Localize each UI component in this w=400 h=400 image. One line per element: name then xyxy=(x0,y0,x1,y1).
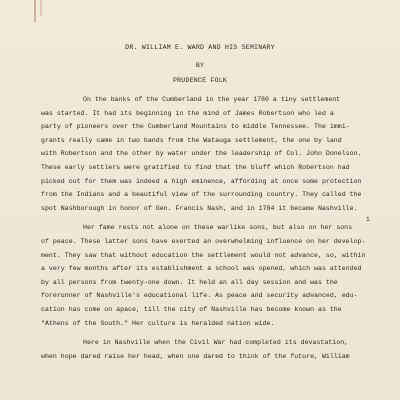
byline-by: BY xyxy=(195,62,205,69)
author-name: PRUDENCE FOLK xyxy=(172,77,228,84)
paragraph-line: cation has come on apace, till the city of Nashville has become known as the xyxy=(41,305,342,313)
document-body xyxy=(41,93,387,369)
paper-edge-mark-secondary xyxy=(40,0,42,16)
paragraph-1 xyxy=(41,93,387,215)
paragraph-line: forerunner of Nashville's educational life. As peace and security advanced, edu- xyxy=(41,292,358,300)
paragraph-line: of peace. These latter sons have exerted an overwhelming influence on her develop- xyxy=(41,237,366,245)
paragraph-line: when hope dared raise her head, when one dared to think of the future, William xyxy=(41,352,350,360)
paragraph-line: from the Indians and a beautiful view of the surrounding country. They called the xyxy=(41,191,362,199)
paragraph-line: spot Nashborough in honor of Gen. Francis Nash, and in 1784 it became Nashville. xyxy=(41,204,358,212)
paper-edge-mark xyxy=(34,0,36,22)
paragraph-line: by all persons from twenty-one down. It held an all day session and was the xyxy=(41,278,338,286)
footnote-mark: 1 xyxy=(366,216,370,223)
paragraph-line: was started. It had its beginning in the mind of James Robertson who led a xyxy=(41,109,334,117)
document-title: DR. WILLIAM E. WARD AND HIS SEMINARY xyxy=(125,44,275,51)
paragraph-line: with Robertson and the other by water under the leadership of Col. John Donelson. xyxy=(41,150,362,158)
paragraph-line: On the banks of the Cumberland in the year 1780 a tiny settlement xyxy=(83,96,341,103)
paragraph-line: party of pioneers over the Cumberland Mountains to middle Tennessee. The immi- xyxy=(41,123,350,131)
paragraph-line: grants really came in two bands from the Watauga settlement, the one by land xyxy=(41,136,342,144)
paragraph-line: a very few months after its establishment a school was opened, which was attended xyxy=(41,265,362,273)
paragraph-line: ment. They saw that without education the settlement would not advance, so, within xyxy=(41,251,366,259)
paragraph-line: picked out for them was indeed a high eminence, affording at once some protection xyxy=(41,177,362,185)
paragraph-line: Her fame rests not alone on these warlike sons, but also on her sons xyxy=(83,224,353,232)
paragraph-line: Here in Nashville when the Civil War had completed its devastation, xyxy=(83,339,349,347)
paragraph-line: These early settlers were gratified to find that the bluff which Robertson had xyxy=(41,163,350,171)
paragraph-line: "Athens of the South." Her culture is heralded nation wide. xyxy=(41,319,275,327)
author-block xyxy=(0,62,400,84)
paragraph-2 xyxy=(41,221,387,330)
paragraph-3 xyxy=(41,336,387,363)
